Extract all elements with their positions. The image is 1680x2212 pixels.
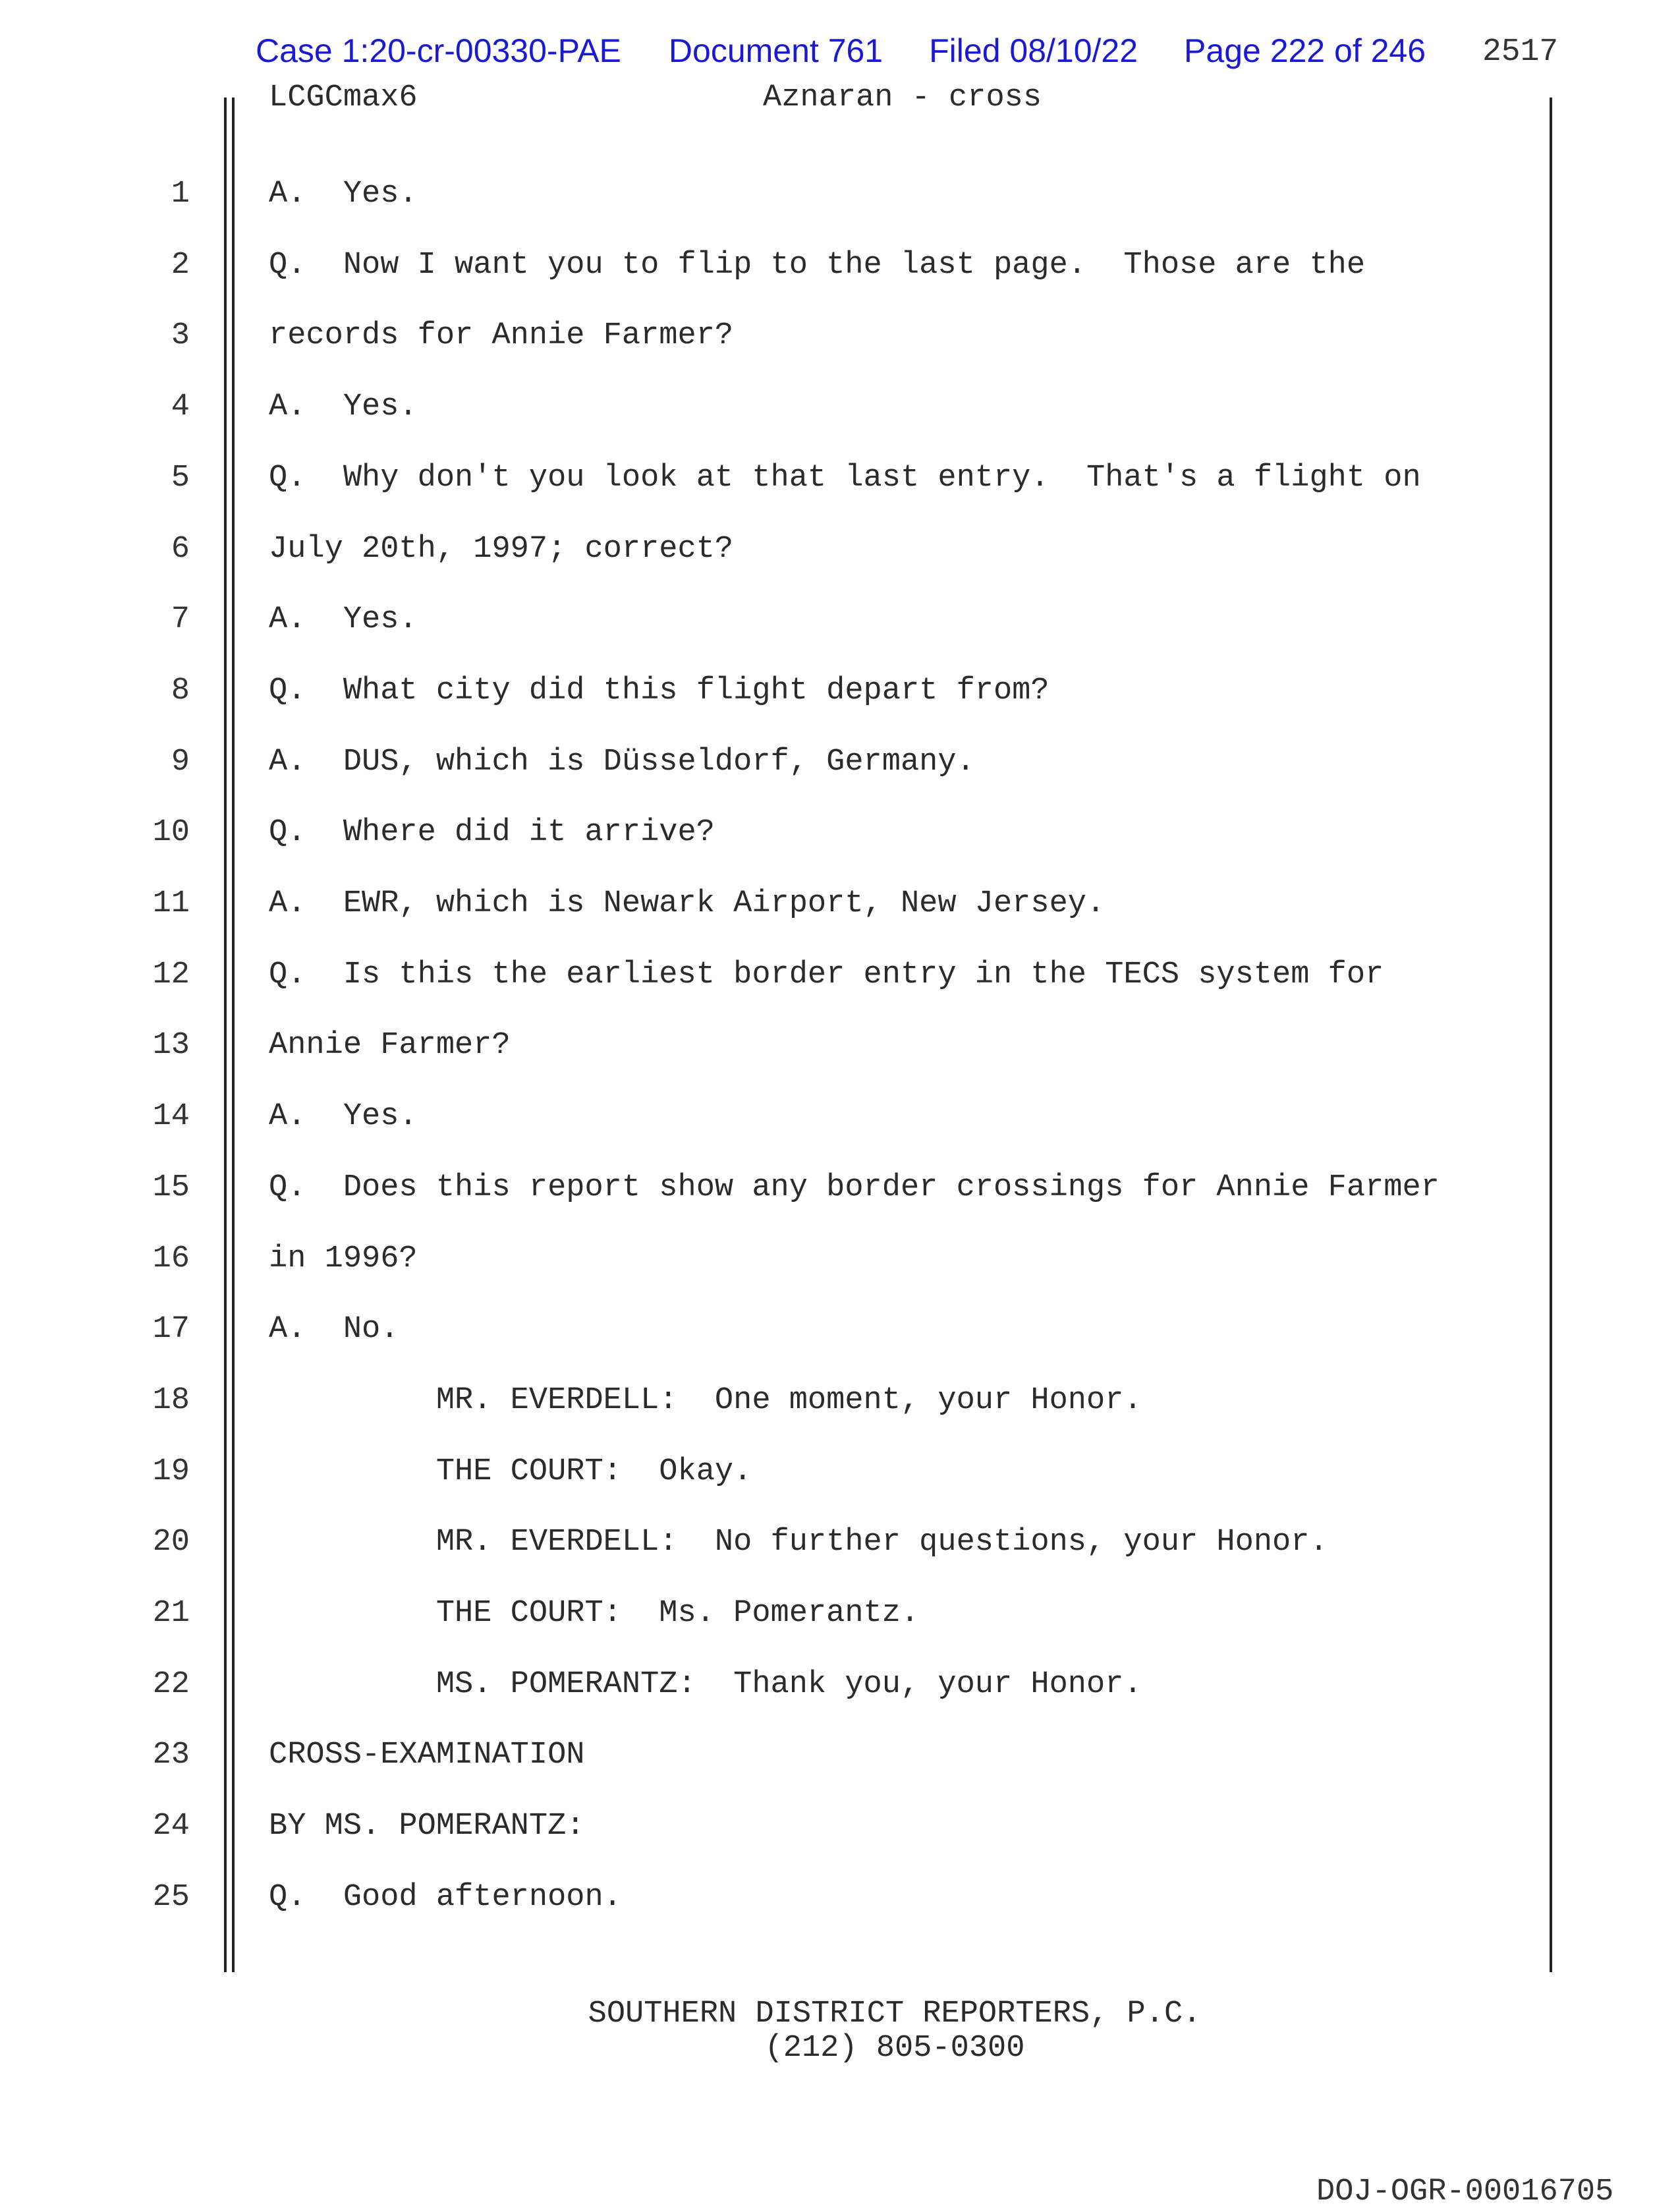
line-text: A. DUS, which is Düsseldorf, Germany. — [269, 744, 975, 780]
transcript-line — [0, 745, 1680, 784]
transcript-line — [0, 1809, 1680, 1848]
case-number: Case 1:20-cr-00330-PAE — [256, 32, 621, 69]
line-number: 4 — [171, 389, 190, 425]
line-text: A. EWR, which is Newark Airport, New Jersey. — [269, 886, 1106, 921]
reporter-name: SOUTHERN DISTRICT REPORTERS, P.C. — [588, 1997, 1202, 2031]
line-text: Q. What city did this flight depart from? — [269, 673, 1050, 708]
line-text: MR. EVERDELL: No further questions, your Honor. — [269, 1525, 1328, 1560]
transcript-line — [0, 248, 1680, 287]
line-number: 2 — [171, 247, 190, 283]
transcript-line — [0, 1454, 1680, 1494]
transcript-line — [0, 461, 1680, 500]
line-text: THE COURT: Okay. — [269, 1454, 752, 1489]
transcript-line — [0, 1596, 1680, 1635]
line-number: 23 — [152, 1738, 190, 1773]
line-number: 16 — [152, 1241, 190, 1276]
line-text: BY MS. POMERANTZ: — [269, 1809, 585, 1844]
transcript-line — [0, 1525, 1680, 1564]
line-number: 9 — [171, 744, 190, 780]
transcript-line — [0, 673, 1680, 713]
transcript-line — [0, 1880, 1680, 1919]
line-number: 11 — [152, 886, 190, 921]
page-of-total: Page 222 of 246 — [1184, 32, 1426, 69]
line-number: 3 — [171, 318, 190, 354]
case-header-stamp — [256, 32, 1426, 70]
transcript-line — [0, 1170, 1680, 1210]
running-head-code: LCGCmax6 — [269, 80, 418, 115]
line-text: Annie Farmer? — [269, 1028, 511, 1063]
transcript-line — [0, 1383, 1680, 1423]
line-text: CROSS-EXAMINATION — [269, 1738, 585, 1773]
transcript-line — [0, 1312, 1680, 1351]
line-text: A. No. — [269, 1312, 399, 1347]
line-number: 17 — [152, 1312, 190, 1347]
line-number: 21 — [152, 1596, 190, 1631]
line-text: Q. Now I want you to flip to the last page. Those are the — [269, 247, 1366, 283]
transcript-line — [0, 532, 1680, 571]
transcript-page-number: 2517 — [1482, 34, 1559, 70]
line-text: A. Yes. — [269, 1099, 418, 1135]
line-text: Q. Good afternoon. — [269, 1879, 622, 1915]
transcript-line — [0, 177, 1680, 216]
line-number: 6 — [171, 531, 190, 567]
line-number: 19 — [152, 1454, 190, 1489]
line-text: Q. Does this report show any border crossings for Annie Farmer — [269, 1170, 1440, 1205]
line-number: 13 — [152, 1028, 190, 1063]
line-number: 20 — [152, 1525, 190, 1560]
transcript-line — [0, 886, 1680, 926]
line-number: 5 — [171, 460, 190, 496]
transcript-line — [0, 1738, 1680, 1777]
line-text: records for Annie Farmer? — [269, 318, 734, 354]
line-number: 18 — [152, 1382, 190, 1418]
reporter-phone: (212) 805-0300 — [764, 2031, 1025, 2066]
line-number: 22 — [152, 1666, 190, 1702]
line-number: 24 — [152, 1809, 190, 1844]
transcript-line — [0, 602, 1680, 642]
line-text: MR. EVERDELL: One moment, your Honor. — [269, 1382, 1142, 1418]
filed-date: Filed 08/10/22 — [929, 32, 1138, 69]
bates-number: DOJ-OGR-00016705 — [1316, 2174, 1614, 2209]
transcript-line — [0, 815, 1680, 855]
line-number: 12 — [152, 957, 190, 992]
transcript-line — [0, 389, 1680, 429]
line-text: A. Yes. — [269, 602, 418, 638]
transcript-line — [0, 1667, 1680, 1707]
document-number: Document 761 — [668, 32, 883, 69]
line-text: A. Yes. — [269, 389, 418, 425]
transcript-line — [0, 1099, 1680, 1139]
line-number: 1 — [171, 177, 190, 212]
line-number: 15 — [152, 1170, 190, 1205]
line-text: Q. Is this the earliest border entry in the TECS system for — [269, 957, 1384, 992]
transcript-line — [0, 318, 1680, 358]
line-text: Q. Where did it arrive? — [269, 815, 715, 851]
transcript-line — [0, 957, 1680, 997]
line-text: MS. POMERANTZ: Thank you, your Honor. — [269, 1666, 1142, 1702]
line-text: in 1996? — [269, 1241, 418, 1276]
line-text: A. Yes. — [269, 177, 418, 212]
line-number: 25 — [152, 1879, 190, 1915]
line-text: Q. Why don't you look at that last entry. That's a flight on — [269, 460, 1421, 496]
running-head-title: Aznaran - cross — [763, 80, 1042, 115]
line-number: 10 — [152, 815, 190, 851]
transcript-line — [0, 1028, 1680, 1067]
line-text: THE COURT: Ms. Pomerantz. — [269, 1596, 920, 1631]
transcript-line — [0, 1241, 1680, 1281]
line-number: 14 — [152, 1099, 190, 1135]
line-number: 8 — [171, 673, 190, 708]
line-number: 7 — [171, 602, 190, 638]
line-text: July 20th, 1997; correct? — [269, 531, 734, 567]
